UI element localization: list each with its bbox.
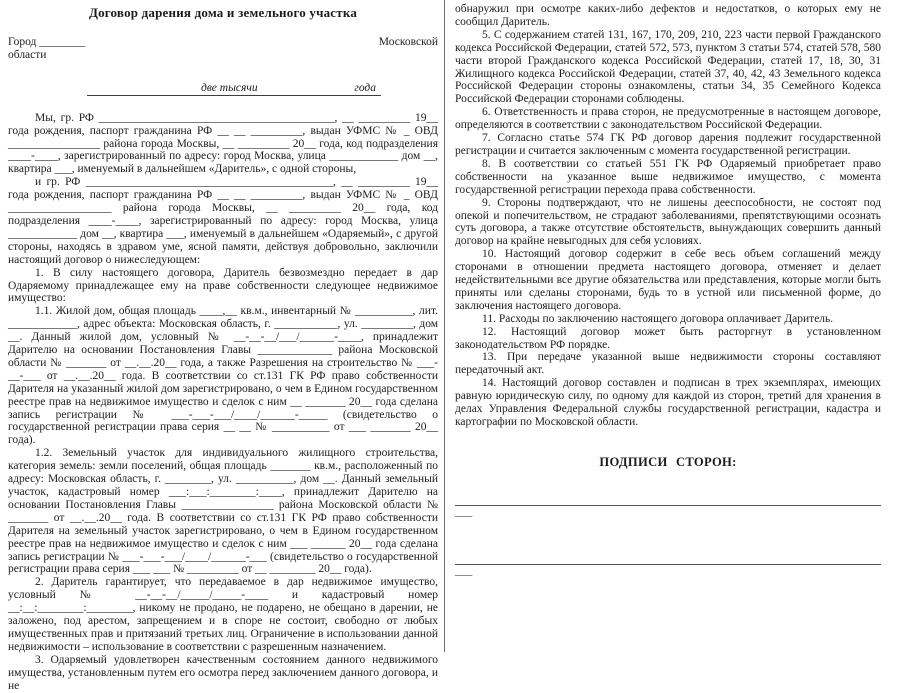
paragraph-clause-11-expenses: 11. Расходы по заключению настоящего договора оплачивает Даритель. [482,312,834,325]
paragraph-clause-10-entirety: 10. Настоящий договор содержит в себе весь объем соглашений между сторонами в отношении предмета настоящего договора, отменяет и делает недействительными все другие обязательства или представления, которые могли быть приняты или сделаны сторонами, будь то в устной или письменной форме, до заключения настоящего договора. [455,248,881,312]
paragraph-clause-3-condition: 3. Одаряемый удовлетворен качественным состоянием данного недвижимого имущества, установленным путем его осмотра перед заключением данного договора, и не [8,653,438,692]
paragraph-clause-9-capacity: 9. Стороны подтверждают, что не лишены дееспособности, не состоят под опекой и попечительством, не страдают заболеваниями, препятствующими осознать суть договора, а также отсутствие обстоятельств, вынуждающих совершить данный договор на крайне невыгодных для себя условиях. [455,196,881,248]
date-line [87,80,381,96]
paragraph-donee-details: и гр. РФ ___________________________________________, __ _________ 19__ года рождения, паспорт гражданина РФ __ __ _________, выдан УФМС № _ ОВД __________________ района города Москвы, __ _________ 20__ года, код подразделения ____-____, зарегистрированный по адресу: город Москва, улица ____________ дом __, квартира ___, именуемый в дальнейшем «Одаряемый», с другой стороны, находясь в здравом уме, ясной памяти, действуя добровольно, заключили настоящий договор о нижеследующем: [8,176,438,266]
region-wrap-word: области [8,48,47,61]
signatures-heading: ПОДПИСИ СТОРОН: [599,454,737,469]
paragraph-clause-13-transfer-act: 13. При передаче указанной выше недвижимости стороны составляют передаточный акт. [455,351,881,377]
column-divider [444,0,445,652]
signature-line-donor-tail: ___ [455,505,473,518]
right-column [455,0,881,578]
date-word-year: года [354,81,376,94]
paragraph-clause-5-articles: 5. С содержанием статей 131, 167, 170, 209, 210, 223 части первой Гражданского кодекса Российской Федерации, статей 572, 573, пунктом 3 статьи 574, статей 578, 580 части второй Гражданского кодекса Российской Федерации, статей 17, 18, 30, 31 Жилищного кодекса Российской Федерации, статей 37, 40, 42, 43 Земельного кодекса Российской Федерации стороны ознакомлены, статьи 34, 35 Семейного Кодекса Российской Федерации сторонами соблюдены. [455,28,881,106]
paragraph-clause-6-liability: 6. Ответственность и права сторон, не предусмотренные в настоящем договоре, определяются в соответствии с законодательством Российской Федерации. [455,106,881,132]
left-column [8,0,438,693]
paragraph-clause-2-guarantee: 2. Даритель гарантирует, что передаваемое в дар недвижимое имущество, условный № __-__-__/_____/_____-____ и кадастровый номер __:__:________:________, никому не продано, не подарено, не обещано в дарении, не заложено, под арестом, запрещением и в споре не состоит, свободно от любых имущественных прав и притязаний третьих лиц. Ограничение в использовании данной недвижимости – использование в соответствии с разрешенным назначением. [8,576,438,653]
date-words-thousand: две тысячи [201,81,258,94]
paragraph-donor-details: Мы, гр. РФ _________________________________________, __ _________ 19__ года рождения, паспорт гражданина РФ __ __ _________, выдан УФМС № _ ОВД ________________ района города Москвы, __ _________ 20__ года, код подразделения ____-____, зарегистрированный по адресу: город Москва, улица ____________ дом __, квартира ___, именуемый в дальнейшем «Даритель», с одной стороны, [8,111,438,176]
paragraph-clause-1: 1. В силу настоящего договора, Даритель безвозмездно передает в дар Одаряемому принадлежащее ему на праве собственности следующее недвижимое имущество: [8,266,438,305]
paragraph-clause-1-2-land: 1.2. Земельный участок для индивидуального жилищного строительства, категория земель: земли поселений, общая площадь _______ кв.м., расположенный по адресу: Московская область, г. ________, ул. __________, дом __. Данный земельный участок, кадастровый номер ___:___:________:____, принадлежит Дарителю на основании Постановления Главы ________________ района Московской области № _______ от __.__.20__ года. В соответствии со ст.131 ГК РФ право собственности Дарителя на земельный участок зарегистрировано, о чем в Едином государственном реестре прав на недвижимое имущество и сделок с ним ___ ______ 20__ года сделана запись регистрации № ___-___-___/____/______-___ (свидетельство о государственной регистрации права серия ___ ___ № _________ от __ ________ 20__ года). [8,447,438,576]
paragraph-clause-14-copies: 14. Настоящий договор составлен и подписан в трех экземплярах, имеющих равную юридическую силу, по одному для каждой из сторон, третий для хранения в делах Управления Федеральной службы государственной регистрации, кадастра и картографии по Московской области. [455,377,881,428]
city-line [8,36,438,49]
region-word: Московской [378,35,438,48]
paragraph-clause-3-continuation: обнаружил при осмотре каких-либо дефектов и недостатков, о которых ему не сообщил Даритель. [455,3,881,28]
paragraph-clause-12-termination: 12. Настоящий договор может быть расторгнут в установленном законодательством РФ порядке. [455,325,881,351]
paragraph-clause-1-1-house: 1.1. Жилой дом, общая площадь ____,__ кв.м., инвентарный № __________, лит. ____________, адрес объекта: Московская область, г. ___________, ул. _________, дом __. Данный жилой дом, условный № __-__-__/___/______-____, принадлежит Дарителю на основании Постановления Главы _____________ района Московской области № _______ от __.__.20__ года, а также Разрешения на строительство № ___-__-___ от __.__.20__ года. В соответствии со ст.131 ГК РФ право собственности Дарителя на указанный жилой дом зарегистрировано, о чем в Едином государственном реестре прав на недвижимое имущество и сделок с ним __ _______ 20__ года сделана запись регистрации № ___-___-___/____/______-_____ (свидетельство о государственной регистрации права серия __ __ № __________ от ___ _______ 20__ года). [8,305,438,447]
paragraph-clause-7-registration: 7. Согласно статье 574 ГК РФ договор дарения подлежит государственной регистрации и считается заключенным с момента государственной регистрации. [455,132,881,157]
signature-line-donee-tail: ___ [455,564,473,577]
paragraph-clause-8-ownership: 8. В соответствии со статьей 551 ГК РФ Одаряемый приобретает право собственности на указанное выше недвижимое имущество, с момента государственной регистрации перехода права собственности. [455,157,881,196]
document-title: Договор дарения дома и земельного участка [88,5,358,20]
city-blank: Город ________ [8,35,86,48]
